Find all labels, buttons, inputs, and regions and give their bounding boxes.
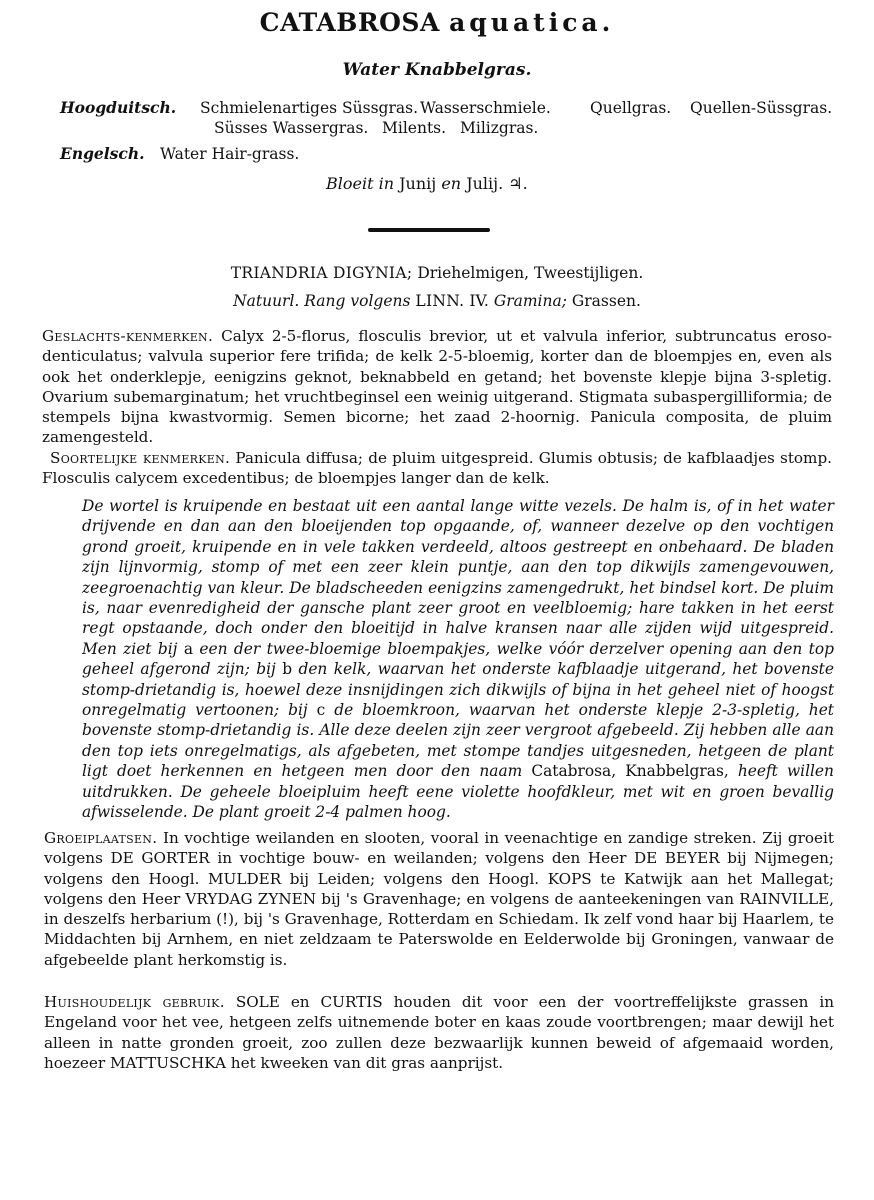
flowering-time	[326, 174, 528, 193]
names-row-1	[60, 98, 850, 118]
genus-characters	[42, 326, 832, 448]
description-part-3: den kelk, waarvan het onderste kafblaadje uitgerand, het bovenste stomp-drietandig is, hoewel deze insnijdingen zich dikwijls of bijna in het geheel niet of hoogst onregelmatig vertoonen; bij	[82, 660, 834, 720]
page-subtitle: Water Knabbelgras.	[342, 60, 532, 80]
species-characters	[42, 448, 832, 489]
habitats	[44, 828, 834, 970]
name-german-4: Quellen-Süssgras.	[690, 99, 833, 117]
plant-description	[82, 496, 834, 823]
classification-line-1	[0, 264, 874, 282]
name-german-2: Wasserschmiele.	[420, 99, 551, 117]
name-german-6: Milents.	[382, 119, 447, 137]
name-german-1: Schmielenartiges Süssgras.	[200, 99, 418, 117]
rank-latin: Gramina;	[493, 292, 567, 310]
genus-characters-text: Calyx 2-5-florus, flosculis brevior, ut et valvula inferior, subtruncatus eroso-denticulatus; valvula superior fere trifida; de kelk 2-5-bloemig, korter dan de bloempjes en, even als ook het onderklepje, eenigzins geknot, beknabbeld en getand; het bovenste klepje bijna 3-spletig. Ovarium subemarginatum; het vruchtbeginsel een weinig uitgerand. Stigmata subaspergilliformia; de stempels bijna kwastvormig. Semen bicorne; het zaad 2-hoornig. Panicula composita, de pluim zamengesteld.	[42, 327, 833, 447]
figure-marker-a: a	[183, 639, 194, 658]
figure-marker-b: b	[282, 660, 293, 679]
name-english-1: Water Hair-grass.	[160, 145, 300, 163]
names-row-2	[60, 118, 850, 138]
species-characters-text: Panicula diffusa; de pluim uitgespreid. Glumis obtusis; de kafblaadjes stomp. Flosculis calycem excedentibus; de bloempjes langer dan de kelk.	[42, 449, 833, 488]
name-german-3: Quellgras.	[590, 99, 672, 117]
flowering-month-1: Junij	[399, 174, 437, 193]
vernacular-names	[60, 98, 850, 164]
title-genus: CATABROSA	[259, 8, 440, 37]
rank-dutch: Grassen.	[571, 292, 641, 310]
linnaean-class: TRIANDRIA DIGYNIA;	[230, 264, 413, 282]
description-part-4: de bloemkroon, waarvan het onderste klepje 2-3-spletig, het bovenste stomp-drietandig is. Alle deze deelen zijn zeer vergroot afgebeeld. Zij hebben alle aan den top iets onregelmatigs, als afgebeten, met stompe tandjes uitgesneden, hetgeen de plant ligt doet herkennen en hetgeen men door den naam	[82, 701, 834, 781]
rank-number: IV.	[469, 292, 489, 310]
title-species: aquatica.	[449, 8, 615, 37]
description-part-5: heeft willen uitdrukken. De geheele bloeipluim heeft eene violette hoofdkleur, met wit en groen bevallig afwisselende. De plant groeit 2-4 palmen hoog.	[82, 762, 834, 822]
linn-abbrev: LINN.	[415, 292, 465, 310]
household-use-text: SOLE en CURTIS houden dit voor een der voortreffelijkste grassen in Engeland voor het vee, hetgeen zelfs uitnemende boter en kaas zoude voortbrengen; maar dewijl het alleen in natte gronden groeit, zoo zullen deze bezwaarlijk kunnen beweid of afgemaaid worden, hoezeer MATTUSCHKA het kweeken van dit gras aanprijst.	[44, 993, 835, 1072]
household-use-heading: Huishoudelijk gebruik.	[44, 993, 225, 1011]
household-use	[44, 992, 834, 1073]
name-german-7: Milizgras.	[460, 119, 539, 137]
language-label-german: Hoogduitsch.	[60, 98, 177, 117]
perennial-symbol: ♃.	[508, 174, 528, 193]
natural-rank-label: Natuurl. Rang volgens	[233, 292, 411, 310]
habitats-text: In vochtige weilanden en slooten, vooral in veenachtige en zandige streken. Zij groeit volgens DE GORTER in vochtige bouw- en weilanden; volgens den Heer DE BEYER bij Nijmegen; volgens den Hoogl. MULDER bij Leiden; volgens den Hoogl. KOPS te Katwijk aan het Mallegat; volgens den Heer VRYDAG ZYNEN bij 's Gravenhage; en volgens de aanteekeningen van RAINVILLE, in deszelfs herbarium (!), bij 's Gravenhage, Rotterdam en Schiedam. Ik zelf vond haar bij Haarlem, te Middachten bij Arnhem, en niet zeldzaam te Paterswolde en Eelderwolde bij Groningen, vanwaar de afgebeelde plant herkomstig is.	[44, 829, 834, 969]
names-row-3	[60, 144, 850, 164]
flowering-month-2: Julij.	[466, 174, 504, 193]
genus-name-mention: Catabrosa, Knabbelgras,	[531, 762, 729, 781]
description-part-2: een der twee-bloemige bloempakjes, welke vóór derzelver opening aan den top geheel afgerond zijn; bij	[82, 639, 834, 679]
section-divider	[368, 228, 490, 232]
genus-characters-heading: Geslachts-kenmerken.	[42, 327, 214, 345]
linnaean-class-dutch: Driehelmigen, Tweestijligen.	[417, 264, 644, 282]
name-german-5: Süsses Wassergras.	[214, 119, 369, 137]
figure-marker-c: c	[316, 701, 326, 720]
page-title	[0, 8, 874, 37]
description-part-1: De wortel is kruipende en bestaat uit een aantal lange witte vezels. De halm is, of in het water drijvende en dan aan den bloeijenden top opgaande, of, wanneer dezelve op den vochtigen grond groeit, kruipende en in vele takken verdeeld, altoos gestreept en onbehaard. De bladen zijn lijnvormig, stomp of met een zeer klein puntje, aan den top dikwijls zamengevouwen, zeegroenachtig van kleur. De bladscheeden eenigzins zamengedrukt, het bindsel kort. De pluim is, naar evenredigheid der gansche plant zeer groot en veelbloemig; hare takken in het eerst regt opstaande, doch onder den bloeitijd in halve kransen naar alle zijden wijd uitgespreid. Men ziet bij	[82, 497, 834, 658]
classification-line-2	[0, 292, 874, 310]
species-characters-heading: Soortelijke kenmerken.	[50, 449, 231, 467]
language-label-english: Engelsch.	[60, 144, 145, 163]
flowering-conj: en	[441, 174, 462, 193]
flowering-label: Bloeit in	[326, 174, 395, 193]
habitats-heading: Groeiplaatsen.	[44, 829, 158, 847]
